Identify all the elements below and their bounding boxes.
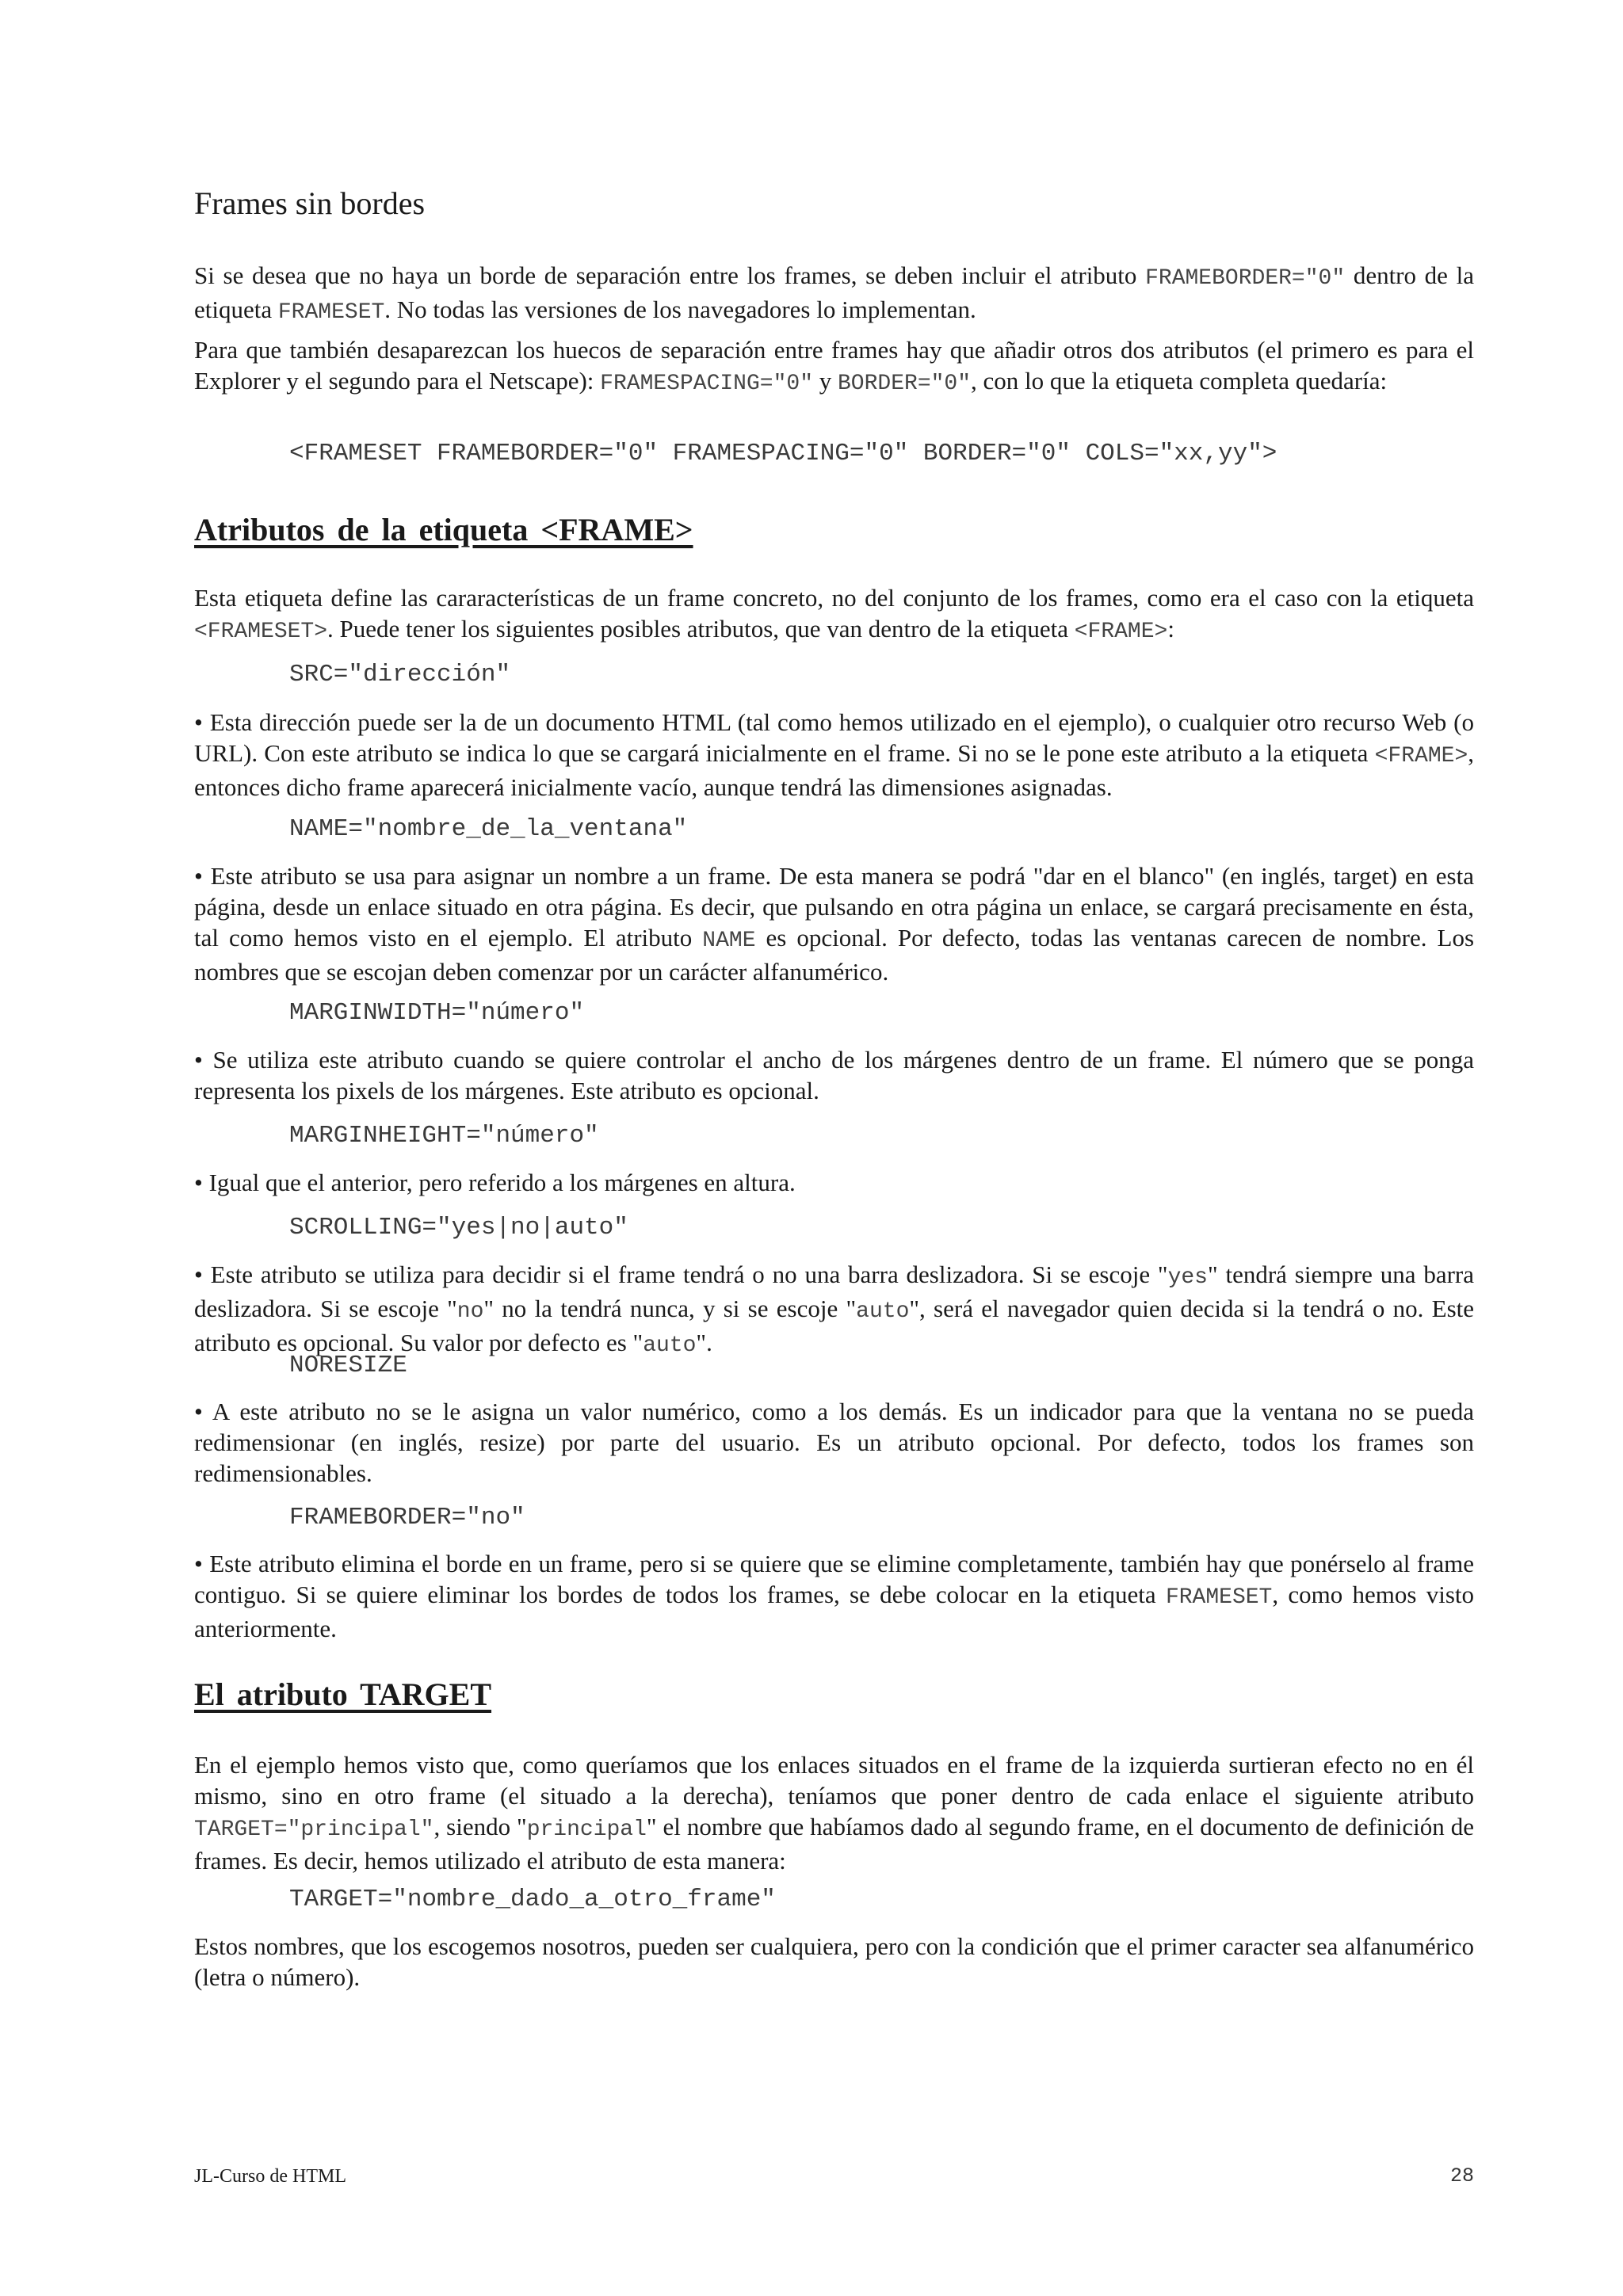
code-frameset-example: <FRAMESET FRAMEBORDER="0" FRAMESPACING="0" BORDER="0" COLS="xx,yy">	[289, 440, 1277, 467]
code-src: SRC="dirección"	[289, 661, 511, 688]
code-scrolling: SCROLLING="yes|no|auto"	[289, 1214, 628, 1241]
code-frameborder-no: FRAMEBORDER="no"	[289, 1504, 525, 1531]
code-name: NAME="nombre_de_la_ventana"	[289, 815, 688, 843]
paragraph-name: • Este atributo se usa para asignar un nombre a un frame. De esta manera se podrá "dar en el blanco" (en inglés, target) en esta página, desde un enlace situado en otra página. Es decir, que pulsando en otra página un enlace, se cargará precisamente en ésta, tal como hemos visto en el ejemplo. El atributo NAME es opcional. Por defecto, todas las ventanas carecen de nombre. Los nombres que se escojan deben comenzar por un carácter alfanumérico.	[194, 862, 1475, 986]
paragraph-frameborder: Si se desea que no haya un borde de separación entre los frames, se deben incluir el atributo FRAMEBORDER="0" dentro de la etiqueta FRAMESET. No todas las versiones de los navegadores lo implementan.	[194, 261, 1474, 325]
code-target: TARGET="nombre_dado_a_otro_frame"	[289, 1886, 776, 1913]
code-marginheight: MARGINHEIGHT="número"	[289, 1122, 599, 1150]
code-noresize: NORESIZE	[289, 1352, 407, 1379]
paragraph-frame-intro: Esta etiqueta define las cararacterísticas de un frame concreto, no del conjunto de los frames, como era el caso con la etiqueta <FRAMESET>. Puede tener los siguientes posibles atributos, que van dentro de la etiqueta <FRAME>:	[194, 584, 1474, 644]
paragraph-marginwidth: • Se utiliza este atributo cuando se quiere controlar el ancho de los márgenes dentro de un frame. El número que se ponga representa los pixels de los márgenes. Este atributo es opcional.	[194, 1046, 1474, 1104]
paragraph-frameborder-no: • Este atributo elimina el borde en un frame, pero si se quiere que se elimine completamente, también hay que ponérselo al frame contiguo. Si se quiere eliminar los bordes de todos los frames, se debe colocar en la etiqueta FRAMESET, como hemos visto anteriormente.	[194, 1550, 1474, 1642]
page-number: 28	[1449, 2164, 1474, 2187]
paragraph-scrolling: • Este atributo se utiliza para decidir si el frame tendrá o no una barra deslizadora. Si se escoje "yes" tendrá siempre una barra deslizadora. Si se escoje "no" no la tendrá nunca, y si se escoje "auto", será el navegador quien decida si la tendrá o no. Este atributo es opcional. Su valor por defecto es "auto".	[194, 1261, 1475, 1358]
paragraph-src: • Esta dirección puede ser la de un documento HTML (tal como hemos utilizado en el ejemplo), o cualquier otro recurso Web (o URL). Con este atributo se indica lo que se cargará inicialmente en el frame. Si no se le pone este atributo a la etiqueta <FRAME>, entonces dicho frame aparecerá inicialmente vacío, aunque tendrá las dimensiones asignadas.	[194, 708, 1474, 801]
paragraph-noresize: • A este atributo no se le asigna un valor numérico, como a los demás. Es un indicador para que la ventana no se pueda redimensionar (en inglés, resize) por parte del usuario. Es un atributo opcional. Por defecto, todos los frames son redimensionables.	[194, 1398, 1474, 1487]
code-marginwidth: MARGINWIDTH="número"	[289, 999, 585, 1027]
heading-frames-sin-bordes: Frames sin bordes	[194, 185, 426, 221]
paragraph-framespacing: Para que también desaparezcan los huecos de separación entre frames hay que añadir otros dos atributos (el primero es para el Explorer y el segundo para el Netscape): FRAMESPACING="0" y BORDER="0", con lo que la etiqueta completa quedaría:	[194, 336, 1474, 396]
paragraph-marginheight: • Igual que el anterior, pero referido a los márgenes en altura.	[194, 1169, 796, 1196]
footer-course-title: JL-Curso de HTML	[194, 2166, 346, 2187]
paragraph-target: En el ejemplo hemos visto que, como queríamos que los enlaces situados en el frame de la izquierda surtieran efecto no en él mismo, sino en otro frame (el situado a la derecha), teníamos que poner dentro de cada enlace el siguiente atributo TARGET="principal", siendo "principal" el nombre que habíamos dado al segundo frame, en el documento de definición de frames. Es decir, hemos utilizado el atributo de esta manera:	[194, 1751, 1474, 1875]
heading-atributo-target: El atributo TARGET	[194, 1676, 492, 1712]
paragraph-target-names: Estos nombres, que los escogemos nosotros, pueden ser cualquiera, pero con la condición que el primer caracter sea alfanumérico (letra o número).	[194, 1932, 1474, 1991]
heading-atributos-frame: Atributos de la etiqueta <FRAME>	[194, 512, 693, 547]
